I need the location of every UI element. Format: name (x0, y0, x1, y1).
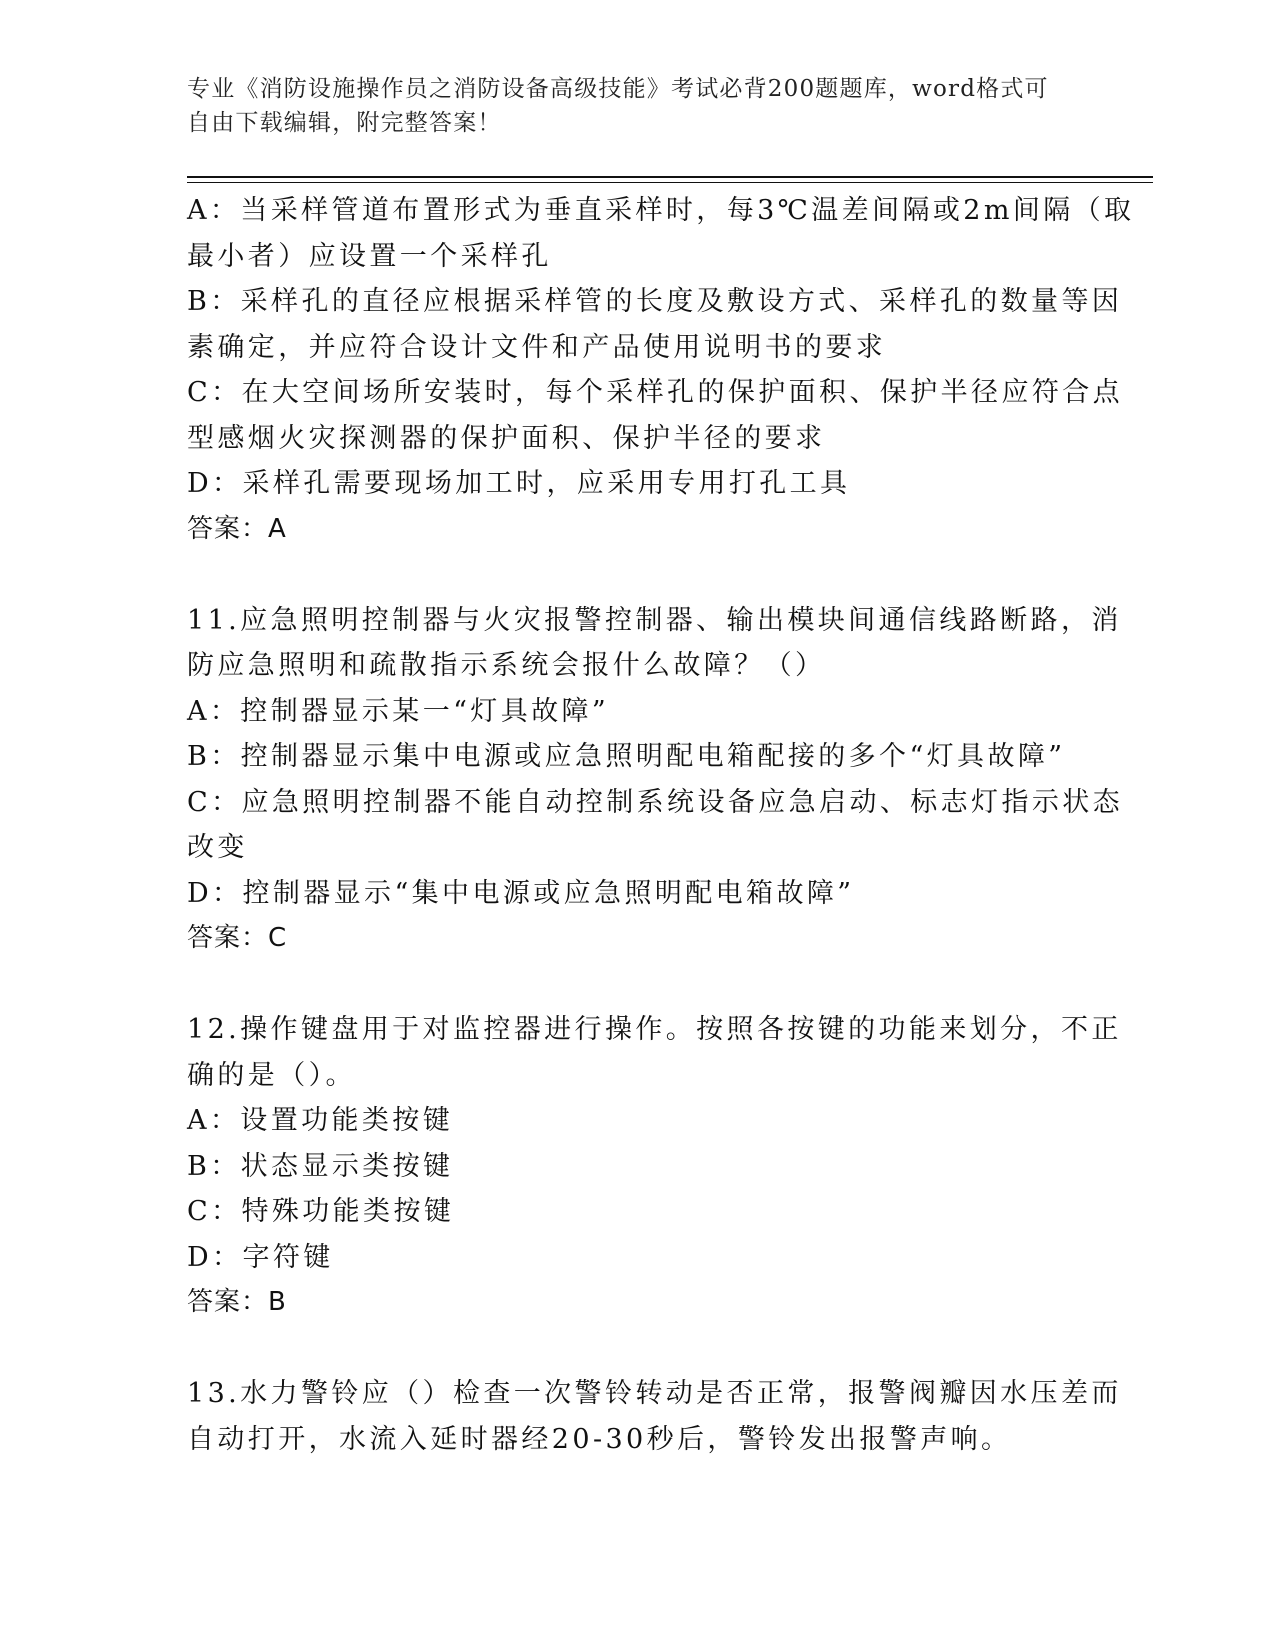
answer-label: 答案：C (187, 923, 288, 953)
question-stem: 自动打开，水流入延时器经20-30秒后，警铃发出报警声响。 (187, 1423, 1012, 1455)
option-line: A：设置功能类按键 (187, 1105, 454, 1136)
option-line: 改变 (187, 832, 248, 863)
question-13 (187, 1371, 1122, 1462)
header-rule-thin (187, 182, 1153, 183)
question-stem: 13.水力警铃应（）检查一次警铃转动是否正常，报警阀瓣因水压差而 (187, 1378, 1122, 1409)
option-line: C：应急照明控制器不能自动控制系统设备应急启动、标志灯指示状态 (187, 786, 1124, 818)
option-line: A：当采样管道布置形式为垂直采样时，每3℃温差间隔或2m间隔（取 (187, 195, 1135, 226)
header-rule-thick (187, 176, 1153, 178)
header-line-2: 自由下载编辑，附完整答案！ (187, 110, 502, 136)
option-line: B：控制器显示集中电源或应急照明配电箱配接的多个“灯具故障” (187, 741, 1066, 772)
option-line: D：采样孔需要现场加工时，应采用专用打孔工具 (187, 468, 851, 499)
option-line: A：控制器显示某一“灯具故障” (187, 695, 610, 727)
question-10-options (187, 188, 1135, 552)
question-stem: 11.应急照明控制器与火灾报警控制器、输出模块间通信线路断路，消 (187, 604, 1122, 636)
answer-label: 答案：A (187, 513, 287, 544)
spacer (187, 1326, 1087, 1372)
question-11 (187, 598, 1124, 962)
option-line: B：采样孔的直径应根据采样管的长度及敷设方式、采样孔的数量等因 (187, 286, 1123, 317)
option-line: D：字符键 (187, 1241, 334, 1273)
answer-label: 答案：B (187, 1287, 287, 1317)
option-line: D：控制器显示“集中电源或应急照明配电箱故障” (187, 877, 855, 909)
question-stem: 12.操作键盘用于对监控器进行操作。按照各按键的功能来划分，不正 (187, 1014, 1122, 1045)
option-line: 素确定，并应符合设计文件和产品使用说明书的要求 (187, 331, 887, 363)
spacer (187, 552, 1087, 598)
spacer (187, 962, 1087, 1008)
option-line: C：特殊功能类按键 (187, 1196, 455, 1227)
option-line: 型感烟火灾探测器的保护面积、保护半径的要求 (187, 422, 826, 454)
option-line: 最小者）应设置一个采样孔 (187, 240, 552, 272)
document-header (187, 72, 1087, 140)
question-12 (187, 1007, 1122, 1326)
document-body (187, 188, 1135, 1462)
question-stem: 确的是（）。 (187, 1059, 356, 1091)
option-line: B：状态显示类按键 (187, 1150, 454, 1182)
question-stem: 防应急照明和疏散指示系统会报什么故障？（） (187, 650, 826, 681)
header-line-1: 专业《消防设施操作员之消防设备高级技能》考试必背200题题库，word格式可 (187, 76, 1049, 102)
option-line: C：在大空间场所安装时，每个采样孔的保护面积、保护半径应符合点 (187, 377, 1124, 408)
